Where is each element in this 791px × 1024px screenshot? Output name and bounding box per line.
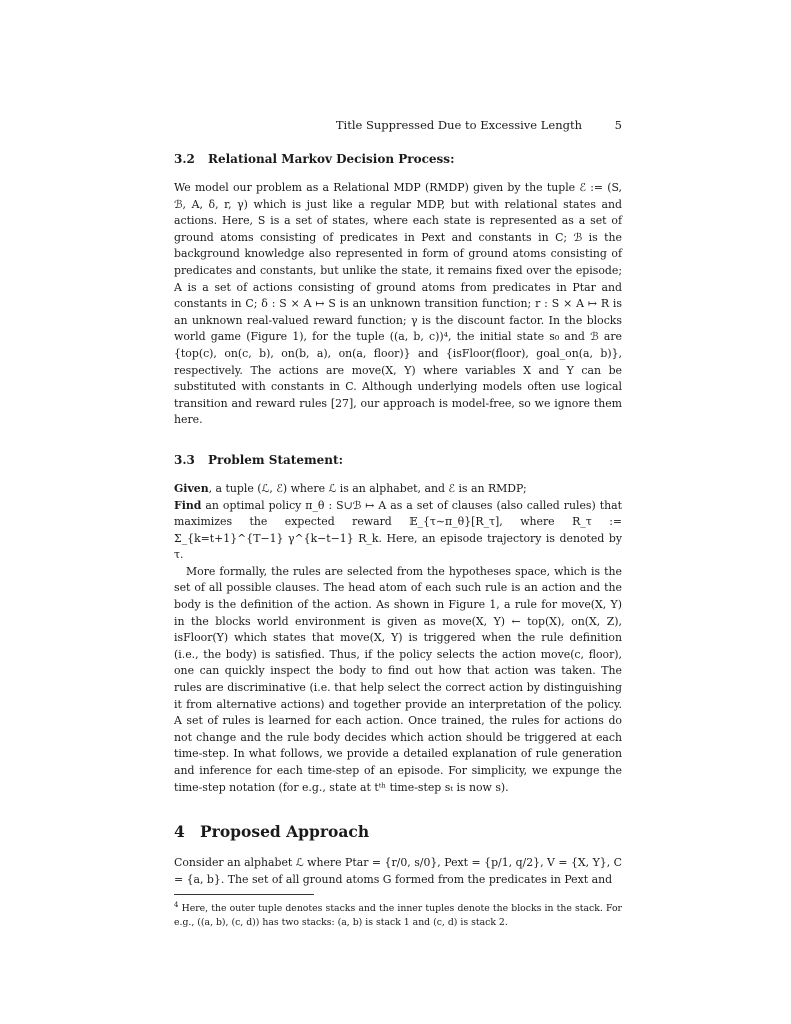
find-label: Find: [174, 498, 202, 512]
problem-paragraph: More formally, the rules are selected from the hypotheses space, which is the set of all possible clauses. The head atom of each such rule is an action and the body is the definition of the action. As shown in Figure 1, a rule for move(X, Y) in the blocks world environment is given as move(X, Y) ← top(X), on(X, Z), isFloor(Y) which states that move(X, Y) is triggered when the rule definition (i.e., the body) is satisfied. Thus, if the policy selects the action move(c, floor), one can quickly inspect the body to find out how that action was taken. The rules are discriminative (i.e. that help select the correct action by distinguishing it from alternative actions) and together provide an interpretation of the policy. A set of rules is learned for each action. Once trained, the rules for actions do not change and the rule body decides which action should be triggered at each time-step. In what follows, we provide a detailed explanation of rule generation and inference for each time-step of an episode. For simplicity, we expunge the time-step notation (for e.g., state at tᵗʰ time-step sₜ is now s).: [174, 564, 622, 794]
footnote-text: Here, the outer tuple denotes stacks and the inner tuples denote the blocks in the stack. For e.g., ((a, b), (c, d)) has two stacks: (a, b) is stack 1 and (c, d) is stack 2.: [174, 903, 622, 928]
given-text: , a tuple (ℒ, ℰ) where ℒ is an alphabet, and ℰ is an RMDP;: [208, 481, 527, 495]
find-paragraph: [174, 498, 622, 564]
section-heading-3-3: [174, 453, 622, 467]
page-header: [174, 118, 622, 136]
rmdp-paragraph: We model our problem as a Relational MDP (RMDP) given by the tuple ℰ := (S, ℬ, A, δ, r, γ) which is just like a regular MDP, but with relational states and actions. Here, S is a set of states, where each state is represented as a set of ground atoms consisting of predicates in Pext and constants in C; ℬ is the background knowledge also represented in form of ground atoms consisting of predicates and constants, but unlike the state, it remains fixed over the episode; A is a set of actions consisting of ground atoms from predicates in Ptar and constants in C; δ : S × A ↦ S is an unknown transition function; r : S × A ↦ R is an unknown real-valued reward function; γ is the discount factor. In the blocks world game (Figure 1), for the tuple ((a, b, c))⁴, the initial state s₀ and ℬ are {top(c), on(c, b), on(b, a), on(a, floor)} and {isFloor(floor), goal_on(a, b)}, respectively. The actions are move(X, Y) where variables X and Y can be substituted with constants in C. Although underlying models often use logical transition and reward rules [27], our approach is model-free, so we ignore them here.: [174, 181, 622, 427]
footnote: [174, 899, 622, 929]
section-number: 3.2: [174, 152, 195, 166]
section-title: Proposed Approach: [200, 822, 370, 842]
section-title: Problem Statement:: [208, 452, 343, 467]
section-title: Relational Markov Decision Process:: [208, 152, 455, 166]
given-label: Given: [174, 481, 209, 495]
section-heading-3-2: [174, 152, 622, 166]
page-content: [174, 152, 622, 929]
section-number: 3.3: [174, 452, 195, 467]
find-text: an optimal policy π_θ : S∪ℬ ↦ A as a set of clauses (also called rules) that maximizes the expected reward 𝔼_{τ∼π_θ}[R_τ], where R_τ := Σ_{k=t+1}^{T−1} γ^{k−t−1} R_k. Here, an episode trajectory is denoted by τ.: [174, 498, 622, 562]
footnote-mark: 4: [174, 901, 179, 910]
given-paragraph: [174, 481, 622, 498]
running-title: Title Suppressed Due to Excessive Length: [335, 118, 582, 132]
page-number: 5: [614, 118, 622, 132]
footnote-divider: [174, 894, 314, 895]
section-number: 4: [174, 822, 185, 842]
section-heading-4: [174, 822, 622, 841]
approach-paragraph: Consider an alphabet ℒ where Ptar = {r/0, s/0}, Pext = {p/1, q/2}, V = {X, Y}, C = {a, b}. The set of all ground atoms G formed from the predicates in Pext and: [174, 856, 622, 886]
